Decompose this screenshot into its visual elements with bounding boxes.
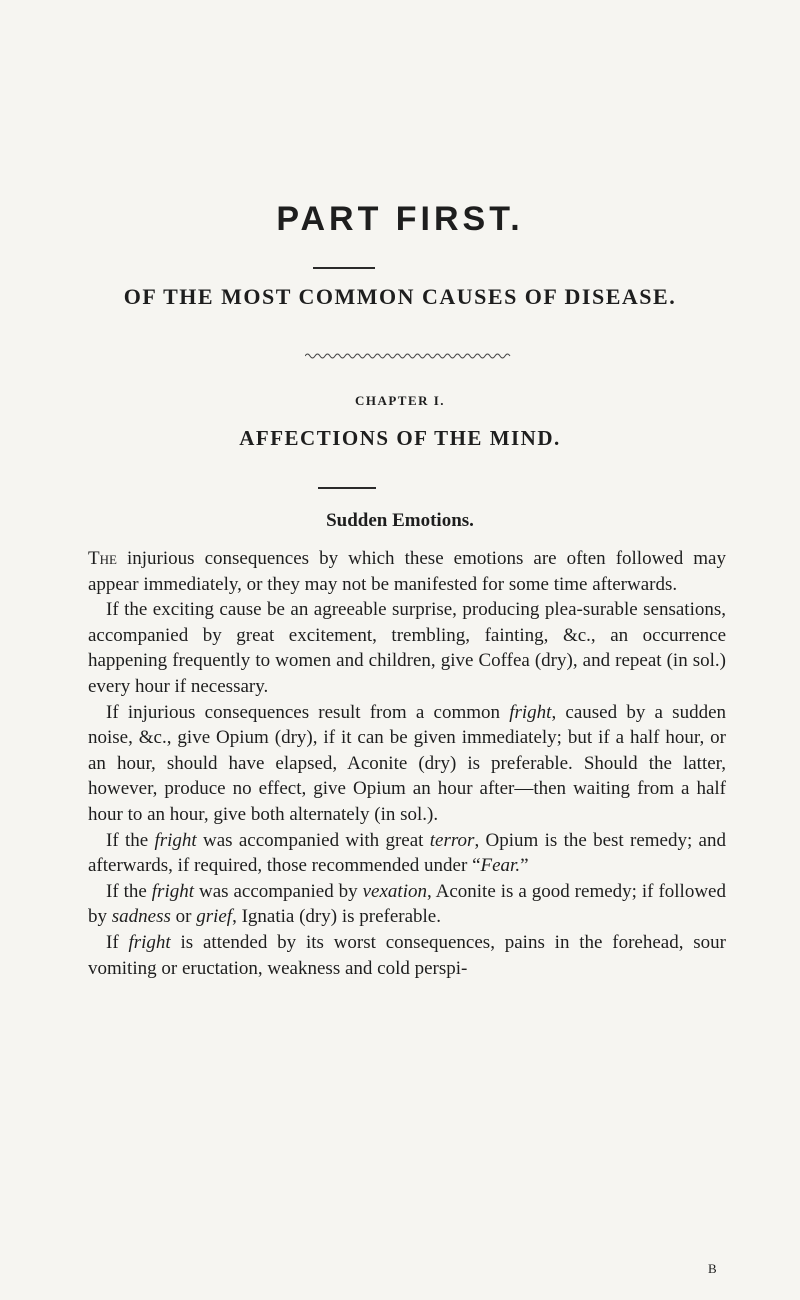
part-subtitle: OF THE MOST COMMON CAUSES OF DISEASE.	[123, 284, 677, 309]
paragraph-5-text: was accompanied by	[194, 880, 363, 902]
paragraph-5-text: , Ignatia (dry) is preferable.	[232, 906, 441, 928]
paragraph-3-text: , caused by a sudden noise, &c., give Opium (dry), if it can be given immediately; but if a half hour, or an hour, should have elapsed, Aconite (dry) is preferable. Should the latter, however, produce no effect, give Opium an hour after—then waiting from a half hour to an hour, give both alternately (in sol.).	[88, 701, 726, 825]
paragraph-4	[88, 828, 726, 879]
paragraph-4-text: ”	[520, 855, 529, 877]
paragraph-5-text: or	[170, 906, 197, 928]
body-text	[88, 546, 726, 981]
paragraph-1	[88, 546, 726, 597]
part-title: PART FIRST.	[276, 200, 524, 238]
paragraph-6-text: If	[106, 931, 129, 953]
paragraph-6-text: is attended by its worst consequences, pains in the forehead, sour vomiting or eructation, weakness and cold perspi-	[88, 931, 726, 979]
italic-term: sadness	[111, 906, 171, 928]
italic-term: fright	[151, 880, 195, 902]
chapter-rule	[318, 487, 376, 489]
paragraph-2-text: If the exciting cause be an agreeable surprise, producing plea-surable sensations, accompanied by great excitement, trembling, fainting, &c., an occurrence happening frequently to women and children, give Coffea (dry), and repeat (in sol.) every hour if necessary.	[88, 599, 726, 697]
paragraph-6	[88, 930, 726, 981]
paragraph-5-text: If the	[106, 880, 152, 902]
italic-term: grief	[196, 906, 233, 928]
italic-term: Fear.	[480, 855, 521, 877]
paragraph-5	[88, 879, 726, 930]
chapter-title: AFFECTIONS OF THE MIND.	[239, 426, 561, 450]
chapter-label: CHAPTER I.	[354, 393, 446, 408]
italic-term: terror	[429, 829, 475, 851]
paragraph-3	[88, 700, 726, 828]
lead-word: The	[88, 548, 117, 569]
paragraph-2	[88, 597, 726, 699]
paragraph-4-text: was accompanied with great	[196, 829, 430, 851]
title-rule	[313, 267, 375, 269]
italic-term: vexation	[362, 880, 427, 902]
paragraph-3-text: If injurious consequences result from a common	[106, 701, 510, 723]
italic-term: fright	[154, 829, 197, 851]
paragraph-1-text: injurious consequences by which these emotions are often followed may appear immediately, or they may not be manifested for some time afterwards.	[88, 548, 726, 595]
paragraph-4-text: If the	[106, 829, 155, 851]
italic-term: fright	[128, 931, 171, 953]
paragraph-4-text: , Opium is the best remedy; and afterwards, if required, those recommended under “	[88, 829, 726, 877]
signature-mark: B	[708, 1261, 717, 1276]
wavy-ornament	[305, 352, 513, 360]
italic-term: fright	[509, 701, 552, 723]
paragraph-5-text: , Aconite is a good remedy; if followed by	[88, 880, 726, 928]
section-title: Sudden Emotions.	[326, 510, 474, 531]
